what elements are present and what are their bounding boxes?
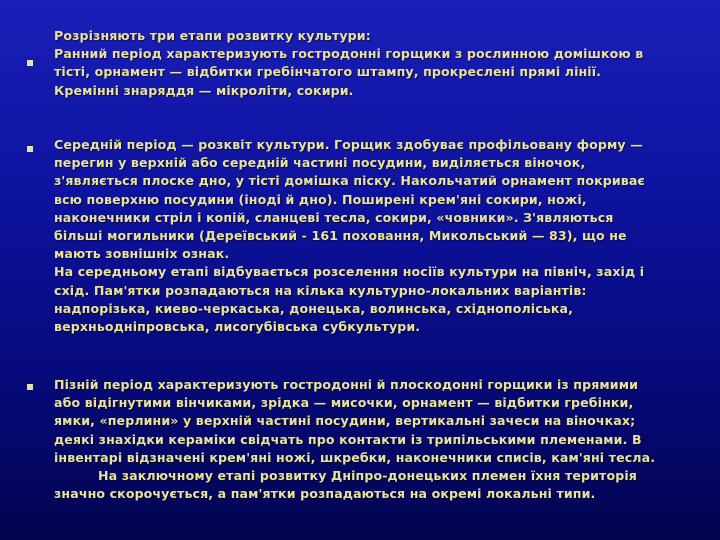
text-line: Середній період — розквіт культури. Горщик здобуває профільовану форму —: [54, 137, 643, 152]
square-bullet-icon: [27, 60, 33, 66]
text-line: деякі знахідки кераміки свідчать про контакти із трипільськими племенами. В: [54, 431, 642, 447]
text-line: схід. Пам'ятки розпадаються на кілька культурно-локальних варіантів:: [54, 282, 587, 298]
text-line: Кремінні знаряддя — мікроліти, сокири.: [54, 82, 354, 98]
text-line: надпорізька, киево-черкаська, донецька, волинська, східнополіська,: [54, 300, 573, 316]
text-line: або відігнутими вінчиками, зрідка — мисочки, орнамент — відбитки гребінки,: [54, 395, 634, 411]
text-line: верхньодніпровська, лисогубівська субкультури.: [54, 319, 421, 335]
early-period-text: [54, 27, 704, 100]
middle-period-text: [54, 136, 704, 336]
closing-line: значно скорочується, а пам'ятки розпадаються на окремі локальні типи.: [54, 486, 596, 502]
text-line: інвентарі відзначені крем'яні ножі, шкребки, наконечники списів, кам'яні тесла.: [54, 449, 656, 465]
text-line: наконечники стріл і копій, сланцеві тесла, сокири, «човники». З'являються: [54, 209, 614, 225]
text-line: з'являється плоске дно, у тісті домішка піску. Накольчатий орнамент покриває: [54, 173, 645, 189]
text-line: більші могильники (Дереївський - 161 поховання, Микольський — 83), що не: [54, 228, 627, 244]
text-line: На середньому етапі відбувається розселення носіїв культури на північ, захід і: [54, 264, 645, 280]
intro-heading: Розрізняють три етапи розвитку культури:: [54, 28, 371, 43]
late-period-text: [54, 376, 704, 503]
text-line: перегин у верхній або середній частині посудини, виділяється віночок,: [54, 155, 586, 171]
text-line: всю поверхню посудини (іноді й дно). Поширені крем'яні сокири, ножі,: [54, 191, 587, 207]
text-line: Пізній період характеризують гостродонні й плоскодонні горщики із прямими: [54, 377, 639, 392]
square-bullet-icon: [27, 146, 33, 152]
text-line: Ранний період характеризують гостродонні горщики з рослинною домішкою в: [54, 46, 644, 62]
square-bullet-icon: [27, 384, 33, 390]
text-line: тісті, орнамент — відбитки гребінчатого штампу, прокреслені прямі лінії.: [54, 64, 602, 80]
closing-line: На заключному етапі розвитку Дніпро-донецьких племен їхня територія: [98, 468, 637, 484]
text-line: мають зовнішніх ознак.: [54, 246, 230, 262]
text-line: ямки, «перлини» у верхній частині посудини, вертикальні зачеси на віночках;: [54, 413, 636, 429]
